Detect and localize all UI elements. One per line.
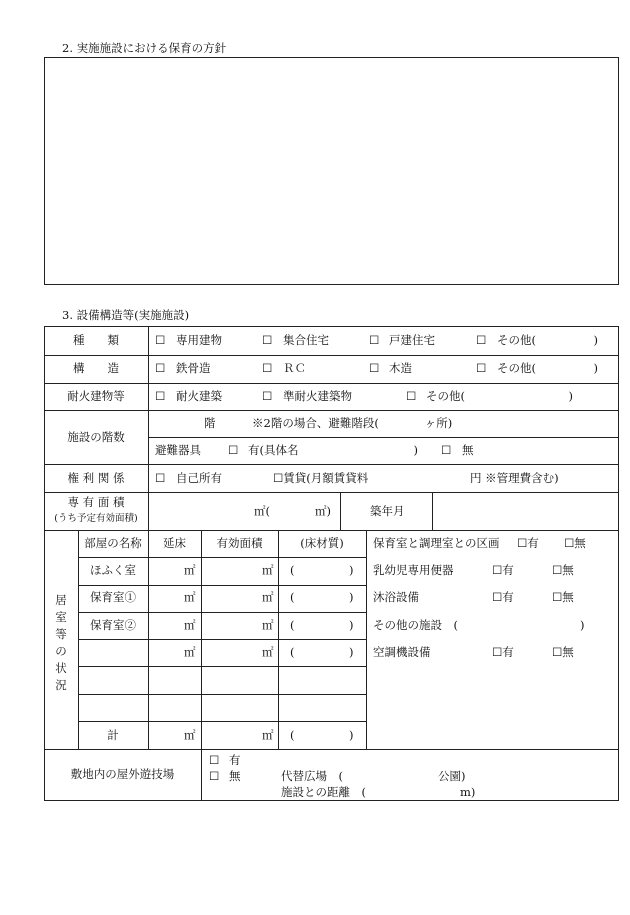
infant-toilet-yes[interactable]: ☐有 [492, 563, 514, 577]
section3-heading: 3. 設備構造等(実施施設) [62, 308, 190, 322]
option-wood: 木造 [389, 361, 412, 375]
option-rented: ☐賃貸(月額賃貸料 [273, 471, 369, 485]
option-owned: 自己所有 [176, 471, 222, 485]
unit-m2: ㎡ [184, 645, 196, 659]
checkbox[interactable]: ☐ [155, 333, 166, 347]
paren-close: ) [349, 618, 354, 632]
header-effective-area: 有効面積 [216, 536, 263, 550]
option-detached-house: 戸建住宅 [389, 333, 435, 347]
other-facility-label: その他の施設 ( [373, 618, 458, 632]
option-rc: ＲＣ [283, 361, 306, 375]
unit-m2: ㎡ [262, 645, 274, 659]
kitchen-partition-label: 保育室と調理室との区画 [373, 536, 500, 550]
type-label: 種 類 [73, 333, 119, 347]
option-fire-other: その他( ) [426, 389, 573, 403]
checkbox[interactable]: ☐ [262, 361, 273, 375]
rights-label: 権 利 関 係 [67, 471, 125, 485]
park-label: 公園) [438, 769, 466, 783]
checkbox[interactable]: ☐ [476, 361, 487, 375]
option-semi-fireproof: 準耐火建築物 [283, 389, 352, 403]
rooms-side-label: 居室等の状況 [55, 593, 67, 692]
room-name: ほふく室 [90, 563, 136, 577]
checkbox[interactable]: ☐ [155, 389, 166, 403]
unit-m2: ㎡ [262, 563, 274, 577]
checkbox[interactable]: ☐ [476, 333, 487, 347]
total-label: 計 [107, 728, 119, 742]
checkbox[interactable]: ☐ [209, 769, 220, 783]
aircon-yes[interactable]: ☐有 [492, 645, 514, 659]
rent-yen: 円 ※管理費含む) [470, 471, 559, 485]
checkbox[interactable]: ☐ [228, 443, 239, 457]
unit-m2: ㎡ [262, 728, 274, 742]
paren-open: ( [290, 563, 295, 577]
unit-m2: ㎡ [184, 563, 196, 577]
room-name: 保育室① [90, 590, 136, 604]
playground-label: 敷地内の屋外遊技場 [70, 767, 175, 781]
header-floor-area: 延床 [163, 536, 186, 550]
infant-toilet-no[interactable]: ☐無 [552, 563, 574, 577]
option-apartment: 集合住宅 [283, 333, 329, 347]
built-date-label: 築年月 [370, 504, 405, 518]
infant-toilet-label: 乳幼児専用便器 [373, 563, 454, 577]
checkbox[interactable]: ☐ [406, 389, 417, 403]
checkbox[interactable]: ☐ [369, 333, 380, 347]
bathing-yes[interactable]: ☐有 [492, 590, 514, 604]
paren-close: ) [349, 590, 354, 604]
checkbox[interactable]: ☐ [369, 361, 380, 375]
evac-no: 無 [462, 443, 474, 457]
section2-heading: 2. 実施施設における保育の方針 [62, 41, 227, 55]
option-dedicated-building: 専用建物 [176, 333, 222, 347]
kitchen-partition-yes[interactable]: ☐有 [517, 536, 539, 550]
room-name: 保育室② [90, 618, 136, 632]
floors-note: ※2階の場合、避難階段( ヶ所) [252, 416, 453, 430]
unit-m2: ㎡ [184, 728, 196, 742]
area-m2-b: ㎡) [315, 504, 331, 518]
aircon-label: 空調機設備 [373, 645, 431, 659]
checkbox[interactable]: ☐ [155, 471, 166, 485]
aircon-no[interactable]: ☐無 [552, 645, 574, 659]
alt-plaza-label: 代替広場 ( [281, 769, 343, 783]
paren-open: ( [290, 590, 295, 604]
unit-m2: ㎡ [184, 590, 196, 604]
option-type-other: その他( ) [497, 333, 598, 347]
checkbox[interactable]: ☐ [262, 333, 273, 347]
evac-equipment-label: 避難器具 [155, 443, 201, 457]
area-sublabel: (うち予定有効面積) [54, 513, 138, 524]
checkbox[interactable]: ☐ [209, 753, 220, 767]
floors-label: 施設の階数 [67, 430, 125, 444]
paren-close: ) [349, 645, 354, 659]
header-room-name: 部屋の名称 [84, 536, 142, 550]
evac-yes: 有(具体名 ) [248, 443, 418, 457]
checkbox[interactable]: ☐ [262, 389, 273, 403]
kitchen-partition-no[interactable]: ☐無 [564, 536, 586, 550]
bathing-label: 沐浴設備 [373, 590, 419, 604]
other-facility-close: ) [580, 618, 585, 632]
checkbox[interactable]: ☐ [155, 361, 166, 375]
option-fireproof: 耐火建築 [176, 389, 222, 403]
checkbox[interactable]: ☐ [441, 443, 452, 457]
distance-unit: m) [460, 785, 476, 799]
floors-kai: 階 [204, 416, 216, 430]
unit-m2: ㎡ [262, 590, 274, 604]
policy-textarea[interactable] [44, 57, 619, 285]
fireproof-label: 耐火建物等 [67, 389, 125, 403]
paren-close: ) [349, 563, 354, 577]
unit-m2: ㎡ [262, 618, 274, 632]
unit-m2: ㎡ [184, 618, 196, 632]
bathing-no[interactable]: ☐無 [552, 590, 574, 604]
paren-open: ( [290, 618, 295, 632]
playground-no: 無 [229, 769, 241, 783]
paren-close: ) [349, 728, 354, 742]
paren-open: ( [290, 645, 295, 659]
paren-open: ( [290, 728, 295, 742]
distance-label: 施設との距離 ( [281, 785, 366, 799]
header-floor-material: (床材質) [300, 536, 344, 550]
playground-yes: 有 [229, 753, 241, 767]
option-struct-other: その他( ) [497, 361, 598, 375]
option-steel: 鉄骨造 [176, 361, 211, 375]
area-m2-a: ㎡( [254, 504, 270, 518]
area-label: 専 有 面 積 [67, 495, 125, 509]
structure-label: 構 造 [73, 361, 119, 375]
